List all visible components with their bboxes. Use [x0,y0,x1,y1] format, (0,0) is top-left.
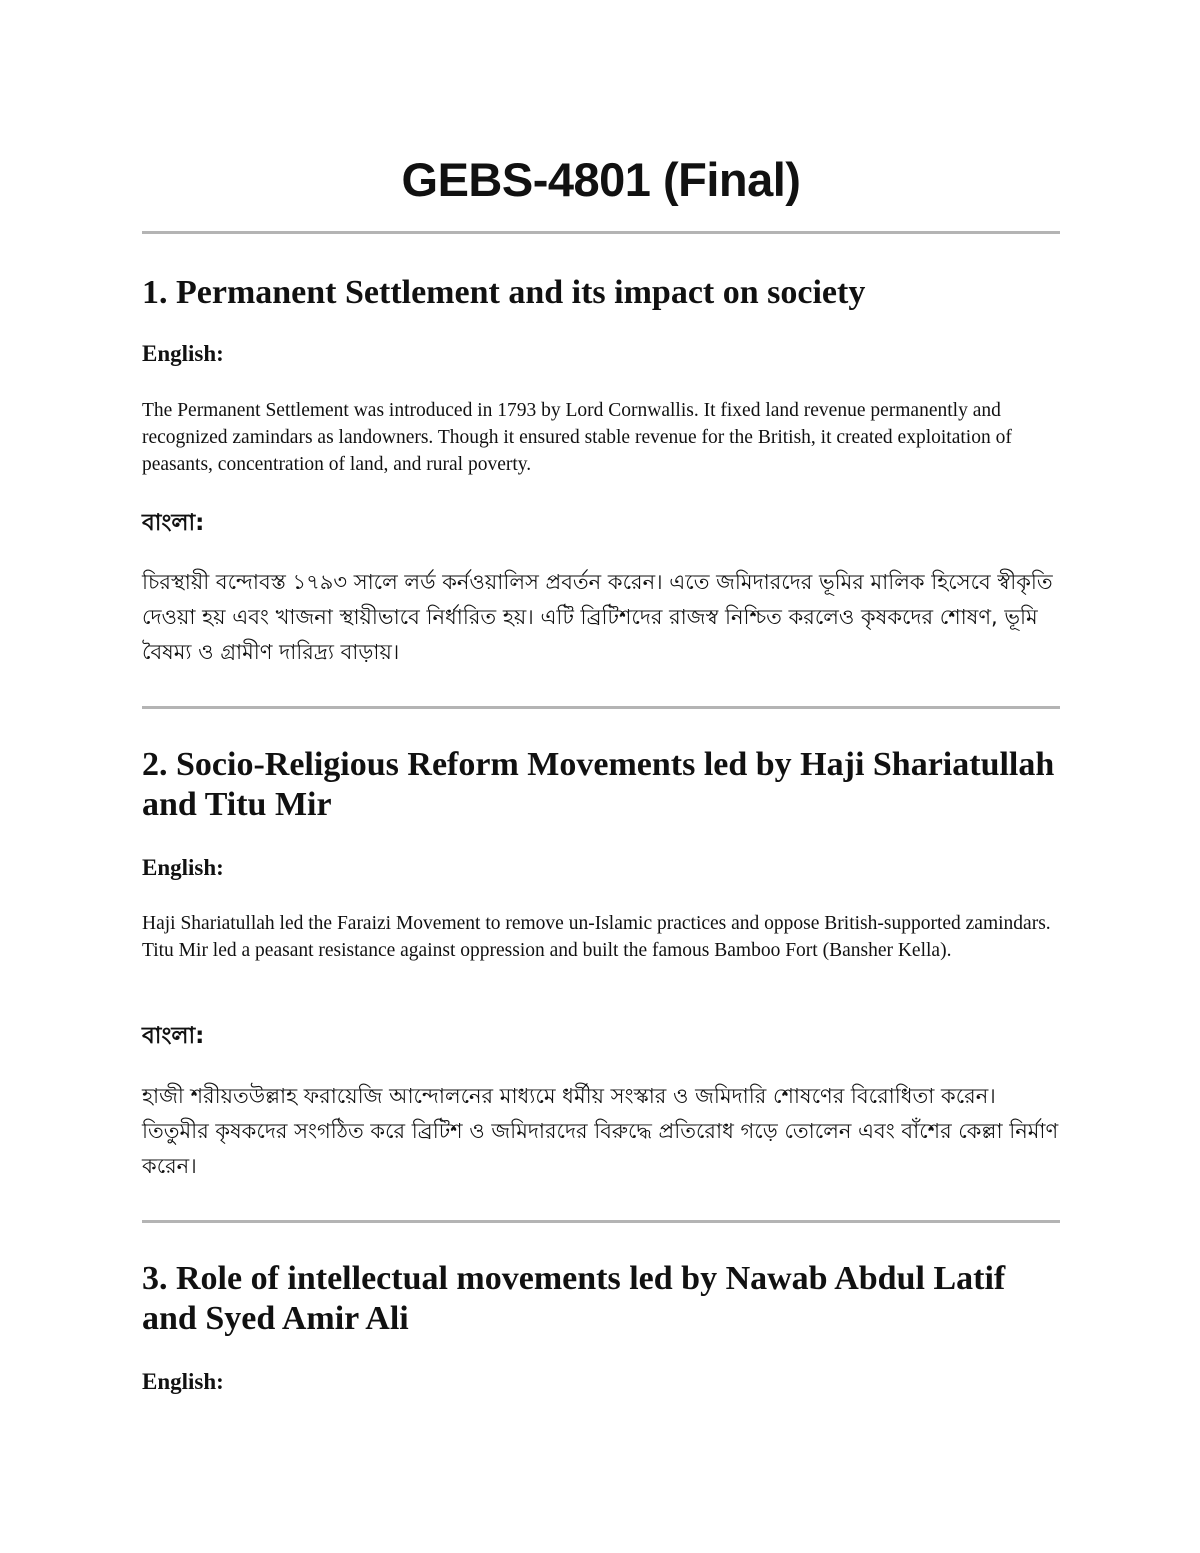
section-1-bangla-label: বাংলা: [142,510,205,536]
section-2-bangla-label: বাংলা: [142,1023,205,1049]
section-2-heading: 2. Socio-Religious Reform Movements led by Haji Shariatullah and Titu Mir [142,746,1055,823]
section-3-english-label: English: [142,1369,224,1394]
section-1-bangla-text: চিরস্থায়ী বন্দোবস্ত ১৭৯৩ সালে লর্ড কর্নওয়ালিস প্রবর্তন করেন। এতে জমিদারদের ভূমির মালিক হিসেবে স্বীকৃতি দেওয়া হয় এবং খাজনা স্থায়ীভাবে নির্ধারিত হয়। এটি ব্রিটিশদের রাজস্ব নিশ্চিত করলেও কৃষকদের শোষণ, ভূমি বৈষম্য ও গ্রামীণ দারিদ্র্য বাড়ায়। [142,570,1053,664]
section-2-english-text: Haji Shariatullah led the Faraizi Movement to remove un-Islamic practices and oppose British-supported zamindars. Titu Mir led a peasant resistance against oppression and built the famous Bamboo Fort (Bansher Kella). [142,913,1051,961]
section-2-bangla-text: হাজী শরীয়তউল্লাহ ফরায়েজি আন্দোলনের মাধ্যমে ধর্মীয় সংস্কার ও জমিদারি শোষণের বিরোধিতা করেন। তিতুমীর কৃষকদের সংগঠিত করে ব্রিটিশ ও জমিদারদের বিরুদ্ধে প্রতিরোধ গড়ে তোলেন এবং বাঁশের কেল্লা নির্মাণ করেন। [142,1084,1059,1178]
page-title: GEBS-4801 (Final) [401,153,801,206]
section-divider [142,706,1060,709]
section-1-english-label: English: [142,341,224,366]
section-3-heading: 3. Role of intellectual movements led by Nawab Abdul Latif and Syed Amir Ali [142,1260,1006,1337]
section-divider [142,1220,1060,1223]
section-1-heading: 1. Permanent Settlement and its impact on society [142,274,866,311]
section-divider [142,231,1060,234]
section-2-english-label: English: [142,855,224,880]
section-1-english-text: The Permanent Settlement was introduced in 1793 by Lord Cornwallis. It fixed land revenue permanently and recognized zamindars as landowners. Though it ensured stable revenue for the British, it created exploitation of peasants, concentration of land, and rural poverty. [142,400,1012,475]
